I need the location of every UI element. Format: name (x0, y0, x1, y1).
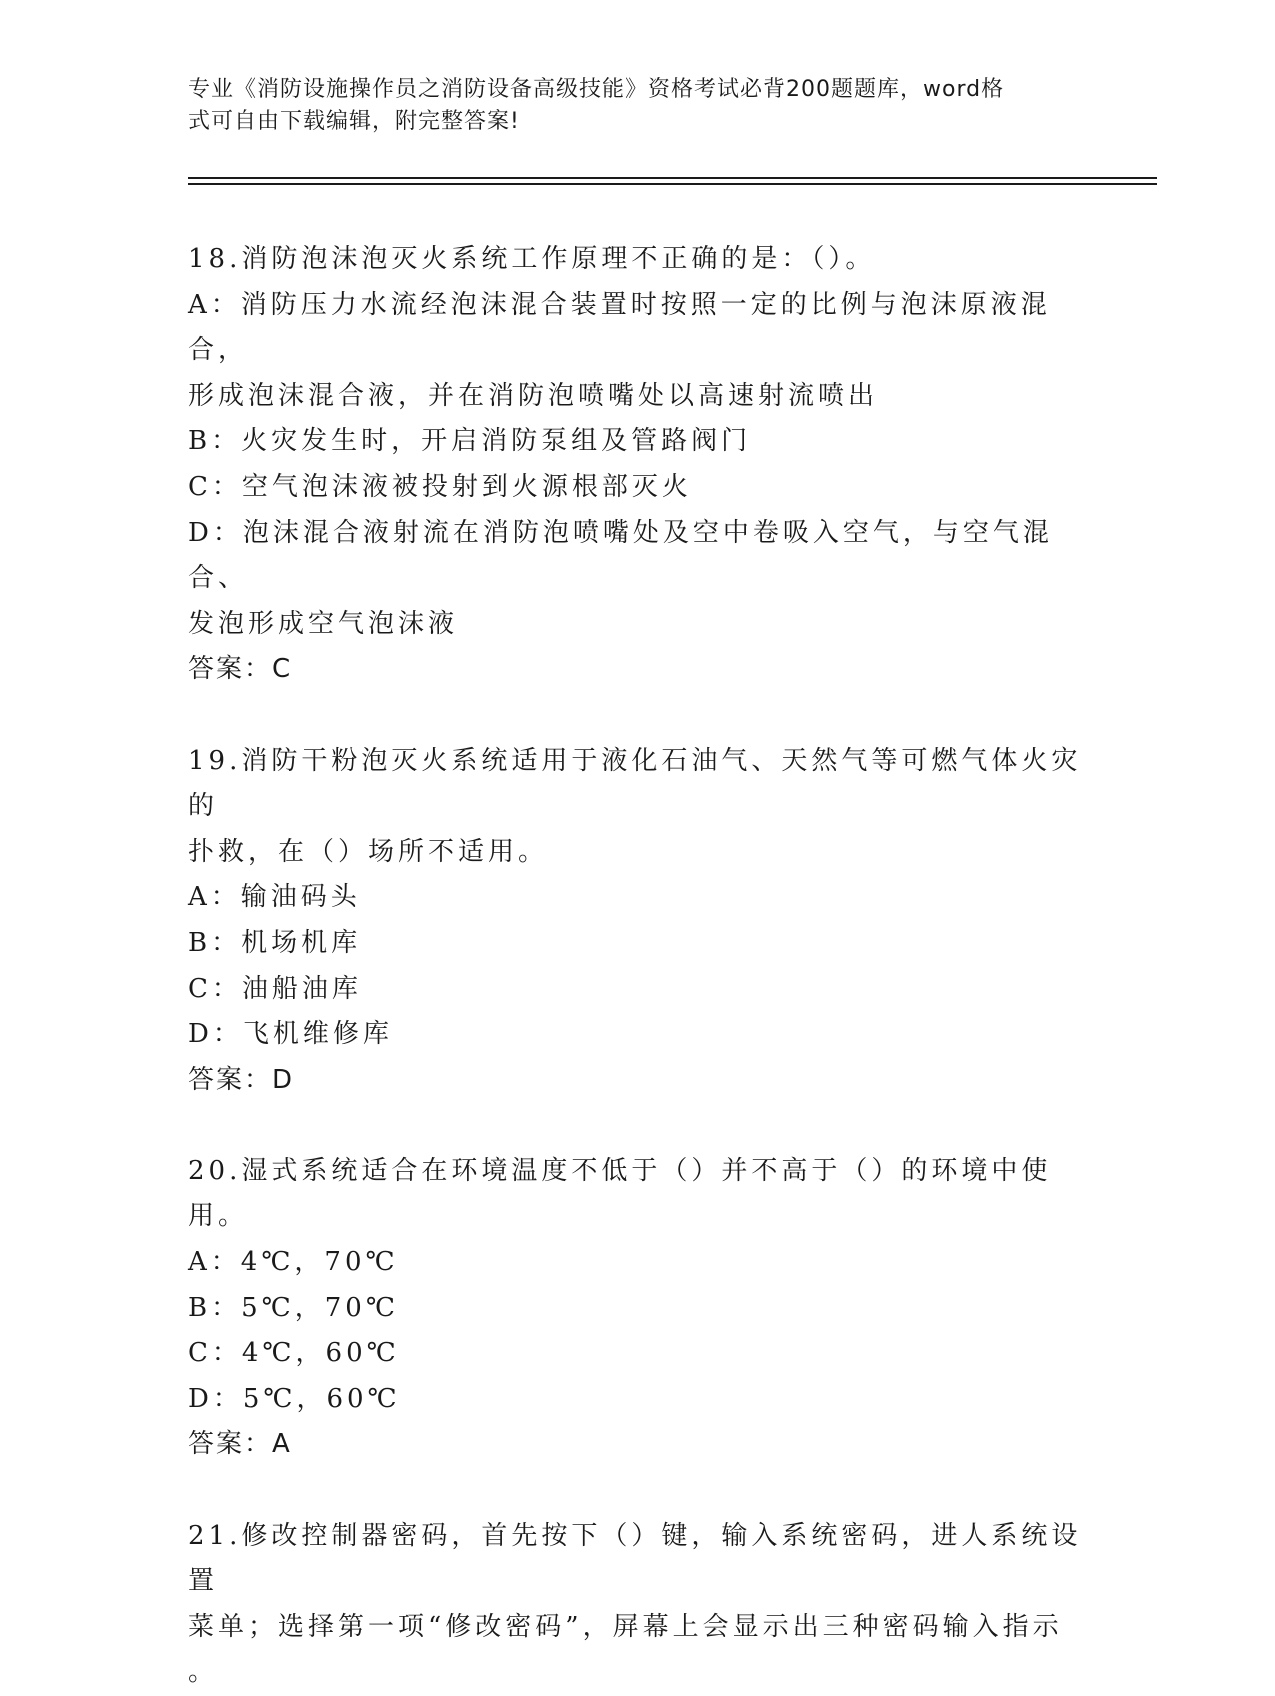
answer: 答案：C (188, 654, 293, 685)
question-stem: 20.湿式系统适合在环境温度不低于（）并不高于（）的环境中使用。 (188, 1155, 1052, 1232)
question-19 (188, 739, 1088, 1104)
question-stem-continued: 菜单；选择第一项“修改密码”，屏幕上会显示出三种密码输入指示 (188, 1611, 1063, 1642)
answer: 答案：D (188, 1064, 295, 1095)
option-d: D：泡沫混合液射流在消防泡喷嘴处及空中卷吸入空气，与空气混合、 (188, 517, 1053, 594)
option-a-continued: 形成泡沫混合液，并在消防泡喷嘴处以高速射流喷出 (188, 380, 879, 411)
option-b: B：机场机库 (188, 927, 362, 958)
answer: 答案：A (188, 1429, 292, 1460)
option-a: A：输油码头 (188, 882, 361, 913)
question-20 (188, 1149, 1088, 1468)
option-a: A：4℃，70℃ (188, 1247, 399, 1278)
option-b: B：5℃，70℃ (188, 1292, 399, 1323)
question-stem: 18.消防泡沫泡灭火系统工作原理不正确的是：（）。 (188, 244, 876, 274)
question-18 (188, 237, 1088, 693)
option-c: C：油船油库 (188, 973, 362, 1004)
question-stem: 21.修改控制器密码，首先按下（）键，输入系统密码，进人系统设置 (188, 1520, 1082, 1597)
option-c: C：空气泡沫液被投射到火源根部灭火 (188, 471, 692, 502)
option-d: D：5℃，60℃ (188, 1383, 401, 1414)
header-divider-top (188, 177, 1157, 179)
document-header (188, 74, 1088, 138)
header-line-1: 专业《消防设施操作员之消防设备高级技能》资格考试必背200题题库，word格 (188, 77, 1005, 102)
header-divider-bottom (188, 183, 1157, 185)
header-line-2: 式可自由下载编辑，附完整答案! (188, 109, 520, 134)
option-d: D：飞机维修库 (188, 1019, 393, 1050)
question-stem: 19.消防干粉泡灭火系统适用于液化石油气、天然气等可燃气体火灾的 (188, 745, 1082, 822)
question-stem-continued: 扑救，在（）场所不适用。 (188, 836, 549, 867)
option-b: B：火灾发生时，开启消防泵组及管路阀门 (188, 426, 752, 457)
question-stem-end: 。 (188, 1657, 219, 1688)
option-c: C：4℃，60℃ (188, 1338, 400, 1369)
question-list (188, 237, 1088, 1696)
question-21 (188, 1514, 1088, 1696)
option-a: A：消防压力水流经泡沫混合装置时按照一定的比例与泡沫原液混合， (188, 289, 1051, 366)
option-d-continued: 发泡形成空气泡沫液 (188, 608, 459, 639)
